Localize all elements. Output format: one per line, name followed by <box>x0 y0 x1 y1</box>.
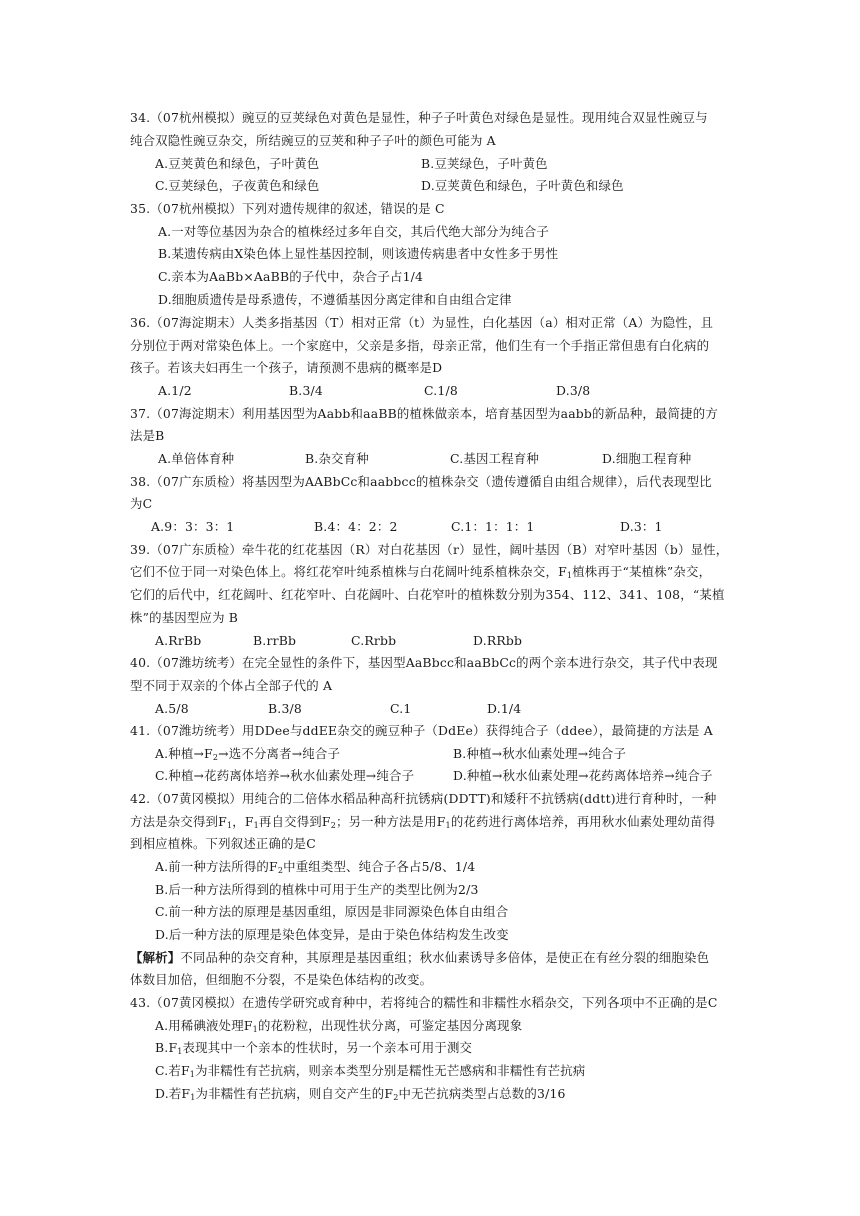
q38-line-2: 为C <box>130 496 153 511</box>
q34-option-b: B.豆荚绿色，子叶黄色 <box>421 156 548 171</box>
q39-line-2: 它们不位于同一对染色体上。将红花窄叶纯系植株与白花阔叶纯系植株杂交，$F_1$植株再于“某植株”杂交， <box>130 564 712 580</box>
q40-option-c: C.1 <box>390 701 412 716</box>
q41-option-a: A.种植$\to F_2\to$选不分离者→纯合子 <box>155 746 341 762</box>
q40-option-d: D.1/4 <box>487 701 522 716</box>
q34-line-1: 34.（07杭州模拟）豌豆的豆荚绿色对黄色是显性，种子子叶黄色对绿色是显性。现用纯合双显性豌豆与 <box>130 110 708 125</box>
q43-option-d: D.若$F_1$为非糯性有芒抗病，则自交产生的$F_2$中无芒抗病类型占总数的3/16 <box>155 1086 566 1102</box>
q39-line-1: 39.（07广东质检）牵牛花的红花基因（R）对白花基因（r）显性，阔叶基因（B）对窄叶基因（b）显性， <box>130 542 729 557</box>
q36-line-2: 分别位于两对常染色体上。一个家庭中，父亲是多指，母亲正常，他们生有一个手指正常但患有白化病的 <box>130 338 710 353</box>
q38-option-d: D.3：1 <box>620 519 663 534</box>
q41-line-1: 41.（07潍坊统考）用DDee与ddEE杂交的豌豆种子（DdEe）获得纯合子（ddee），最简捷的方法是 A <box>130 723 713 738</box>
q40-option-a: A.5/8 <box>155 701 189 716</box>
q35-option-c: C.亲本为AaBb×AaBB的子代中，杂合子占1/4 <box>158 269 424 284</box>
q36-line-3: 孩子。若该夫妇再生一个孩子，请预测不患病的概率是D <box>130 360 443 375</box>
q43-option-b: $B.F_1$表现其中一个亲本的性状时，另一个亲本可用于测交 <box>155 1040 473 1056</box>
q38-line-1: 38.（07广东质检）将基因型为AABbCc和aabbcc的植株杂交（遗传遵循自由组合规律），后代表现型比 <box>130 474 712 489</box>
q43-line-1: 43.（07黄冈模拟）在遗传学研究或育种中，若将纯合的糯性和非糯性水稻杂交，下列各项中不正确的是C <box>130 995 718 1010</box>
q42-line-3: 到相应植株。下列叙述正确的是C <box>130 836 316 851</box>
q36-option-c: C.1/8 <box>424 383 458 398</box>
q34-line-2: 纯合双隐性豌豆杂交，所结豌豆的豆荚和种子子叶的颜色可能为 A <box>130 133 496 148</box>
q38-option-b: B.4：4：2：2 <box>314 519 398 534</box>
analysis-line-1: 【解析】不同品种的杂交育种，其原理是基因重组；秋水仙素诱导多倍体，是使正在有丝分裂的细胞染色 <box>130 950 710 965</box>
q39-line-4: 株”的基因型应为 B <box>130 610 239 625</box>
q41-option-b: B.种植→秋水仙素处理→纯合子 <box>453 746 627 761</box>
q42-line-2: 方法是杂交得到$F_1$，$F_1$再自交得到$F_2$；另一种方法是用$F_1$的花药进行离体培养，再用秋水仙素处理幼苗得 <box>130 814 716 830</box>
q36-line-1: 36.（07海淀期末）人类多指基因（T）相对正常（t）为显性，白化基因（a）相对正常（A）为隐性，且 <box>130 315 714 330</box>
q37-line-1: 37.（07海淀期末）利用基因型为Aabb和aaBB的植株做亲本，培育基因型为aabb的新品种，最简捷的方 <box>130 406 718 421</box>
q41-option-c: C.种植→花药离体培养→秋水仙素处理→纯合子 <box>155 768 415 783</box>
q43-option-c: C.若$F_1$为非糯性有芒抗病，则亲本类型分别是糯性无芒感病和非糯性有芒抗病 <box>155 1063 586 1079</box>
q42-option-d: D.后一种方法的原理是染色体变异，是由于染色体结构发生改变 <box>155 927 509 942</box>
q42-line-1: 42.（07黄冈模拟）用纯合的二倍体水稻品种高秆抗锈病(DDTT)和矮秆不抗锈病(ddtt)进行育种时，一种 <box>130 791 717 806</box>
q36-option-b: B.3/4 <box>289 383 323 398</box>
q40-line-1: 40.（07潍坊统考）在完全显性的条件下，基因型AaBbcc和aaBbCc的两个亲本进行杂交，其子代中表现 <box>130 655 718 670</box>
q38-option-a: A.9：3：3：1 <box>151 519 235 534</box>
q39-option-a: A.RrBb <box>155 633 202 648</box>
q37-option-b: B.杂交育种 <box>305 451 369 466</box>
q42-option-b: B.后一种方法所得到的植株中可用于生产的类型比例为2/3 <box>155 882 479 897</box>
q37-option-c: C.基因工程育种 <box>450 451 539 466</box>
q34-option-d: D.豆荚黄色和绿色，子叶黄色和绿色 <box>421 178 624 193</box>
q34-option-a: A.豆荚黄色和绿色，子叶黄色 <box>155 156 320 171</box>
analysis-tag: 【解析】 <box>130 950 181 965</box>
q40-line-2: 型不同于双亲的个体占全部子代的 A <box>130 678 333 693</box>
q38-option-c: C.1：1：1：1 <box>451 519 535 534</box>
q42-option-a: A.前一种方法所得的$F_2$中重组类型、纯合子各占5/8、1/4 <box>155 859 476 875</box>
q39-option-b: B.rrBb <box>253 633 297 648</box>
q43-option-a: A.用稀碘液处理$F_1$的花粉粒，出现性状分离，可鉴定基因分离现象 <box>155 1018 523 1034</box>
q35-option-a: A.一对等位基因为杂合的植株经过多年自交，其后代绝大部分为纯合子 <box>158 224 550 239</box>
q40-option-b: B.3/8 <box>268 701 302 716</box>
q39-line-3: 它们的后代中，红花阔叶、红花窄叶、白花阔叶、白花窄叶的植株数分别为354、112、341、108，“某植 <box>130 587 725 602</box>
q39-option-d: D.RRbb <box>473 633 523 648</box>
q35-line-1: 35.（07杭州模拟）下列对遗传规律的叙述，错误的是 C <box>130 201 445 216</box>
q42-option-c: C.前一种方法的原理是基因重组，原因是非同源染色体自由组合 <box>155 904 509 919</box>
q35-option-b: B.某遗传病由X染色体上显性基因控制，则该遗传病患者中女性多于男性 <box>158 246 559 261</box>
q37-option-d: D.细胞工程育种 <box>602 451 692 466</box>
q39-option-c: C.Rrbb <box>351 633 397 648</box>
q37-option-a: A.单倍体育种 <box>158 451 235 466</box>
q34-option-c: C.豆荚绿色，子夜黄色和绿色 <box>155 178 320 193</box>
analysis-line-2: 体数目加倍，但细胞不分裂，不是染色体结构的改变。 <box>130 972 433 987</box>
q36-option-a: A.1/2 <box>158 383 192 398</box>
q37-line-2: 法是B <box>130 428 165 443</box>
q36-option-d: D.3/8 <box>556 383 591 398</box>
q41-option-d: D.种植→秋水仙素处理→花药离体培养→纯合子 <box>453 768 713 783</box>
q35-option-d: D.细胞质遗传是母系遗传，不遵循基因分离定律和自由组合定律 <box>158 292 512 307</box>
